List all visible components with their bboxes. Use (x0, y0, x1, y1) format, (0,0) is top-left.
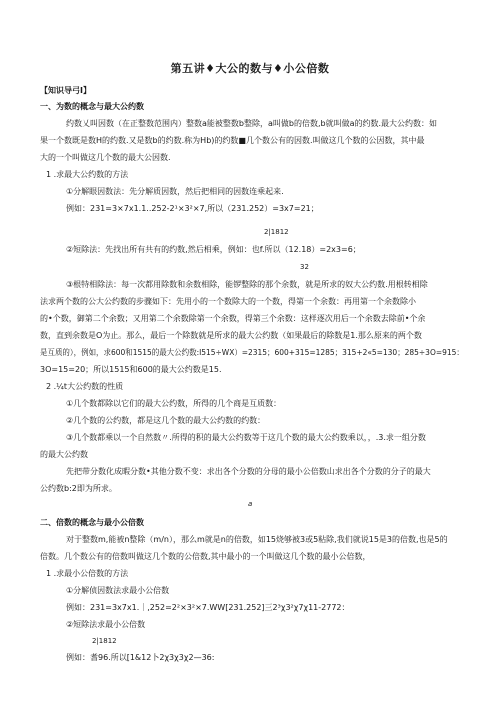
s1-method-c-line: 数，直到余数是O为止。那么，最后一个除数就是所求的最大公约数（如果最后的除数是1.那么原来的两个数 (40, 331, 422, 340)
knowledge-tag: 【知识导弓I】 (40, 86, 91, 95)
s1-method-a: ①分解眼因数法：先分解质因数，然后把相同的因数连乘起来. (66, 187, 284, 196)
s1-paragraph-line: 果一个数既是数H的约数.又是数b的约数.称为Hb)的约数■几个数公有的因数.叫做这几个数的公因数，其中最 (40, 136, 425, 145)
s2-method-a: ①分解侦因数法求最小公倍数 (66, 586, 170, 595)
section-2-heading: 二、倍数的概念与最小公倍数 (40, 518, 144, 527)
s1-property-a: ①几个数都除以它们的最大公约数，所得的几个商是互质数： (66, 399, 282, 408)
s1-fraction-line: 先把带分数化成暇分数•其他分数不变：求出各个分数的分母的最小公倍数山求出各个分数的分子的最大 (66, 467, 431, 476)
s1-property-b: ②几个数的公约数，都是这几个数的最大公约数的约数： (66, 416, 266, 425)
s2-paragraph-line: 对于整数m,能被n整除（m/n），那么m就是n的倍数，如15烧够被3或5粘除,我们就说15是3的倍数,也是5的 (66, 535, 448, 544)
short-division-notation: 2|1812 (92, 637, 117, 645)
section-1-heading: 一、为数的概念与最大公约数 (40, 102, 144, 111)
s1-property-heading: 2 .¼t大公约数的性质 (46, 382, 124, 391)
s1-paragraph-line: 大的一个叫做这几个数的最大公因数. (40, 153, 171, 162)
s1-property-c-line: ③几个数都乘以一个自然数〃.所得的积的最大公约数等于这几个数的最大公约数乘以，，.3.求一组分数 (66, 433, 426, 442)
s1-method-c-line: 的•个数，御第二个余数；又用第二个余数除第一个余数，得第三个余数：这样逐次用后一个余数去除前•个余 (40, 314, 426, 323)
s1-method-heading: 1 .求最大公约数的方法 (46, 170, 129, 179)
s1-method-c-line: ③根特相除法：每一次都用除数和余数相除，能锣整除的那个余数，就是所求的奴大公约数.用根转相除 (66, 280, 428, 289)
s1-method-c-line: 是互质的），例如，求600和1515的最大公约数:I515÷WX）=2315；600+315=1285；315+2«5=130；285÷3O=915： (40, 348, 464, 357)
s1-method-a-example: 例如：231=3×7x1.1..252-2¹×3²×7,所以（231.252）=3x7=21； (66, 204, 319, 213)
short-division-notation: 32 (300, 263, 309, 271)
s1-method-b: ②短除法：先找出所有共有的约数,然后相乘，例如：也f.所以（12.18）=2x3=6； (66, 245, 361, 254)
s2-method-a-example: 例如：231=3x7x1.｜,252=2²×3²×7.WW[231.252]三2³χ3²χ7χ11-2772： (66, 603, 350, 612)
s1-property-c-line: 的最大公约数 (40, 450, 88, 459)
short-division-notation: 2|1812 (264, 228, 289, 236)
s1-method-c-line: 3O=15=20；所以1515和600的最大公约数是15. (40, 365, 222, 374)
s2-method-b: ②短除法求最小公倍数 (66, 620, 146, 629)
fraction-mark: a (248, 500, 253, 508)
s2-method-b-example: 例如：耆96.所以[1&12卜2χ3χ3χ2—36: (66, 653, 215, 662)
s2-paragraph-line: 倍数。几个数公有的倍数叫做这几个数的公倍数,其中最小的一个叫做这几个数的最小公倍数， (40, 552, 371, 561)
s1-paragraph-line: 约数乂叫因数（在正整数范围内）整数a能被整数b整除，a叫做b的倍数,b就叫做a的约数.最大公约数：如 (66, 119, 438, 128)
s2-method-heading: 1 .求最小公倍数的方法 (46, 569, 129, 578)
page-title: 第五讲♦大公的数与♦小公倍数 (170, 62, 330, 75)
s1-fraction-line: 公约数b:2即为所求。 (40, 484, 117, 493)
s1-method-c-line: 法求两个数的公大公约数的步骤如下：先用小的一个数除大的一个数，得第一个余数：再用第一个余数除小 (40, 297, 416, 306)
